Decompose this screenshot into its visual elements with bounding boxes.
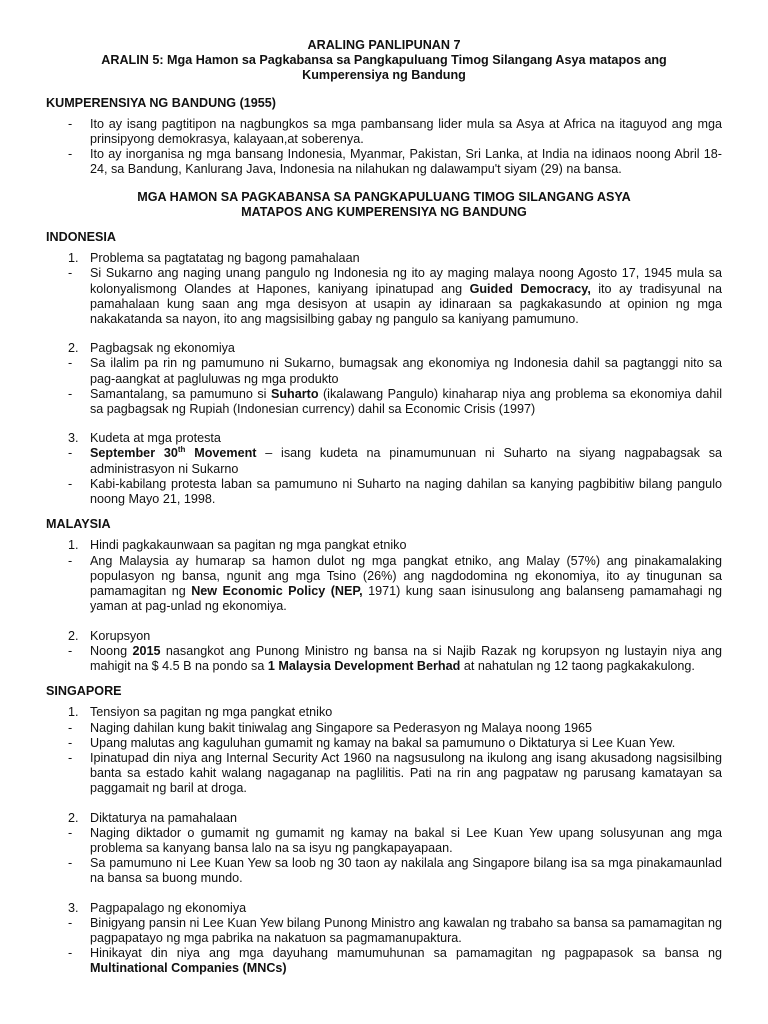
bullet-dash: - bbox=[68, 915, 73, 930]
bullet-dash: - bbox=[68, 735, 73, 750]
bandung-heading: KUMPERENSIYA NG BANDUNG (1955) bbox=[46, 95, 276, 110]
list-item bbox=[46, 147, 722, 177]
malaysia-s1-bullet-1: Ang Malaysia ay humarap sa hamon dulot ng mga pangkat etniko, ang Malay (57%) ang pinakamalaking populasyon ng bansa, ngunit ang mga Tsino (26%) ang nagdodomina ng ekonomiya, ito ay tinugunan sa pamamagitan ng New Economic Policy (NEP, 1971) kung saan isinusulong ang balanseng pamamahagi ng yaman at pag-unlad ng ekonomiya. bbox=[90, 553, 722, 614]
list-item bbox=[46, 387, 722, 417]
subject-title: ARALING PANLIPUNAN 7 bbox=[307, 38, 461, 52]
malaysia-s2-bullet-1: Noong 2015 nasangkot ang Punong Ministro ng bansa na si Najib Razak ng korupsyon ng lustayin niya ang mahigit na $ 4.5 B na pondo sa 1 Malaysia Development Berhad at nahatulan ng 12 taong pagkakakulong. bbox=[90, 643, 722, 673]
list-item bbox=[46, 554, 722, 615]
number: 2. bbox=[68, 341, 79, 356]
list-item bbox=[46, 446, 722, 476]
indonesia-s3-title: Kudeta at mga protesta bbox=[90, 431, 221, 446]
bullet-dash: - bbox=[68, 750, 73, 765]
number: 1. bbox=[68, 251, 79, 266]
singapore-s2-bullet-2: Sa pamumuno ni Lee Kuan Yew sa loob ng 30 taon ay nakilala ang Singapore bilang isa sa mga pinakamaunlad na bansa sa buong mundo. bbox=[90, 856, 722, 886]
list-item bbox=[46, 946, 722, 976]
numbered-heading bbox=[46, 251, 722, 266]
bullet-dash: - bbox=[68, 720, 73, 735]
singapore-s2-title: Diktaturya na pamahalaan bbox=[90, 810, 238, 825]
list-item bbox=[46, 266, 722, 327]
list-item bbox=[46, 856, 722, 886]
indonesia-s2-bullet-2: Samantalang, sa pamumuno si Suharto (ikalawang Pangulo) kinaharap niya ang problema sa ekonomiya dahil sa pagbagsak ng Rupiah (Indonesian currency) dahil sa Economic Crisis (1997) bbox=[90, 386, 722, 417]
list-item bbox=[46, 916, 722, 946]
bullet-dash: - bbox=[68, 643, 73, 658]
list-item bbox=[46, 736, 722, 751]
numbered-heading bbox=[46, 705, 722, 720]
indonesia-s3-bullet-1: September 30th Movement – isang kudeta na pinamumunuan ni Suharto na siyang nagpabagsak sa administrasyon ni Sukarno bbox=[90, 445, 722, 476]
number: 2. bbox=[68, 628, 79, 643]
numbered-heading bbox=[46, 341, 722, 356]
list-item bbox=[46, 477, 722, 507]
number: 1. bbox=[68, 705, 79, 720]
lesson-title: ARALIN 5: Mga Hamon sa Pagkabansa sa Pangkapuluang Timog Silangang Asya matapos ang Kumperensiya ng Bandung bbox=[101, 53, 667, 83]
bullet-dash: - bbox=[68, 476, 73, 491]
singapore-s3-bullet-1: Binigyang pansin ni Lee Kuan Yew bilang Punong Ministro ang kawalan ng trabaho sa bansa sa pamamagitan ng pagpapatayo ng mga pabrika na nakatuon sa pagmamanupaktura. bbox=[90, 915, 722, 945]
numbered-heading bbox=[46, 431, 722, 446]
bullet-dash: - bbox=[68, 446, 73, 461]
number: 3. bbox=[68, 431, 79, 446]
bullet-dash: - bbox=[68, 386, 73, 401]
indonesia-heading: INDONESIA bbox=[46, 230, 116, 245]
list-item bbox=[46, 644, 722, 674]
numbered-heading bbox=[46, 538, 722, 553]
singapore-s1-bullet-2: Upang malutas ang kaguluhan gumamit ng kamay na bakal sa pamumuno o Diktaturya si Lee Kuan Yew. bbox=[90, 735, 676, 750]
bullet-dash: - bbox=[68, 116, 73, 131]
numbered-heading bbox=[46, 901, 722, 916]
malaysia-s1-title: Hindi pagkakaunwaan sa pagitan ng mga pangkat etniko bbox=[90, 538, 407, 553]
malaysia-s2-title: Korupsyon bbox=[90, 628, 151, 643]
indonesia-s3-bullet-2: Kabi-kabilang protesta laban sa pamumuno ni Suharto na naging dahilan sa kanying pagbibitiw bilang pangulo noong Mayo 21, 1998. bbox=[90, 476, 722, 507]
bullet-dash: - bbox=[68, 147, 73, 162]
indonesia-s1-bullet-1: Si Sukarno ang naging unang pangulo ng Indonesia ng ito ay maging malaya noong Agosto 17, 1945 mula sa kolonyalismong Olandes at Hapones, kaniyang ipinatupad ang Guided Democracy, ito ay tradisyunal na pamahalaan kung saan ang mga desisyon at usapin ay idinaraan sa pagkakasundo at opinion ng mga nakakatanda sa nayon, ito ang magsisilbing gabay ng pangulo sa kaniyang pamumuno. bbox=[90, 266, 722, 327]
singapore-s1-bullet-1: Naging dahilan kung bakit tiniwalag ang Singapore sa Pederasyon ng Malaya noong 1965 bbox=[90, 720, 593, 735]
list-item bbox=[46, 826, 722, 856]
number: 1. bbox=[68, 538, 79, 553]
singapore-s3-title: Pagpapalago ng ekonomiya bbox=[90, 900, 247, 915]
list-item bbox=[46, 356, 722, 386]
indonesia-s2-title: Pagbagsak ng ekonomiya bbox=[90, 341, 235, 356]
challenges-subtitle bbox=[46, 190, 722, 220]
indonesia-s2-bullet-1: Sa ilalim pa rin ng pamumuno ni Sukarno, bumagsak ang ekonomiya ng Indonesia dahil sa pagtanggi nito sa pag-aangkat at pagluluwas ng mga produkto bbox=[90, 356, 722, 386]
singapore-s1-title: Tensiyon sa pagitan ng mga pangkat etniko bbox=[90, 705, 333, 720]
list-item bbox=[46, 117, 722, 147]
malaysia-heading: MALAYSIA bbox=[46, 517, 111, 532]
bullet-dash: - bbox=[68, 553, 73, 568]
bullet-dash: - bbox=[68, 825, 73, 840]
number: 2. bbox=[68, 810, 79, 825]
list-item bbox=[46, 751, 722, 797]
singapore-heading: SINGAPORE bbox=[46, 684, 122, 699]
subtitle-line-2: MATAPOS ANG KUMPERENSIYA NG BANDUNG bbox=[241, 204, 527, 219]
number: 3. bbox=[68, 900, 79, 915]
bullet-dash: - bbox=[68, 266, 73, 281]
list-item bbox=[46, 721, 722, 736]
bullet-dash: - bbox=[68, 856, 73, 871]
numbered-heading bbox=[46, 629, 722, 644]
subtitle-line-1: MGA HAMON SA PAGKABANSA SA PANGKAPULUANG TIMOG SILANGANG ASYA bbox=[137, 189, 631, 204]
singapore-s2-bullet-1: Naging diktador o gumamit ng gumamit ng kamay na bakal si Lee Kuan Yew upang solusyunan ang mga problema sa kanyang bansa lalo na sa isyu ng pangkapayapaan. bbox=[90, 825, 722, 855]
singapore-s3-bullet-2: Hinikayat din niya ang mga dayuhang mamumuhunan sa pamamagitan ng pagpapasok sa bansa ng Multinational Companies (MNCs) bbox=[90, 946, 722, 976]
bullet-dash: - bbox=[68, 356, 73, 371]
singapore-s1-bullet-3: Ipinatupad din niya ang Internal Security Act 1960 na nagsusulong na ikulong ang isang akusadong nagsisilbing banta sa estado kahit walang nagaganap na paglilitis. Pati na rin ang pagpataw ng parusang kamatayan sa paggamait ng baril at droga. bbox=[90, 750, 722, 796]
indonesia-s1-title: Problema sa pagtatatag ng bagong pamahalaan bbox=[90, 251, 360, 266]
numbered-heading bbox=[46, 811, 722, 826]
bandung-item-2: Ito ay inorganisa ng mga bansang Indonesia, Myanmar, Pakistan, Sri Lanka, at India na idinaos noong Abril 18-24, sa Bandung, Kanlurang Java, Indonesia na nilahukan ng dalawampu't siyam (29) na bansa. bbox=[90, 147, 722, 177]
bullet-dash: - bbox=[68, 946, 73, 961]
bandung-item-1: Ito ay isang pagtitipon na nagbungkos sa mga pambansang lider mula sa Asya at Africa na itaguyod ang mga prinsipyong demokrasya, kalayaan,at soberenya. bbox=[90, 116, 722, 147]
